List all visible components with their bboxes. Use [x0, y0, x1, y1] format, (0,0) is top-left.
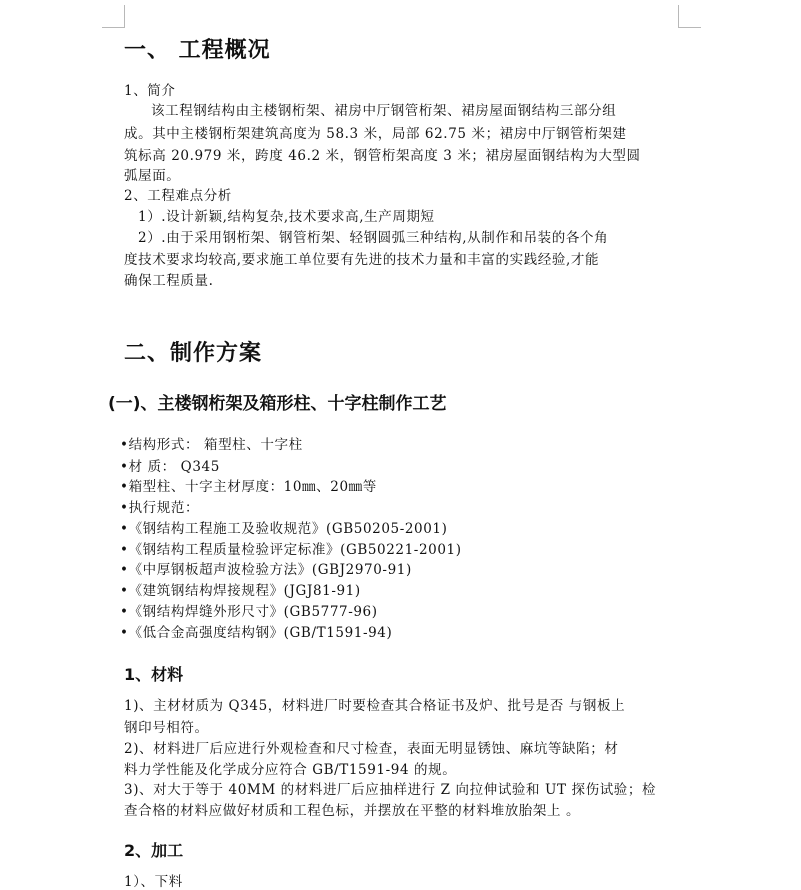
materials-line: 查合格的材料应做好材质和工程色标，并摆放在平整的材料堆放胎架上 。	[124, 803, 581, 819]
materials-line: 1)、主材材质为 Q345，材料进厂时要检查其合格证书及炉、批号是否 与钢板上	[124, 698, 626, 714]
intro-heading: 1、简介	[124, 83, 176, 99]
standard-bullet: • 《建筑钢结构焊接规程》(JGJ81-91)	[120, 579, 361, 599]
materials-heading: 1、材料	[124, 665, 184, 684]
difficulty-line: 度技术要求均较高,要求施工单位要有先进的技术力量和丰富的实践经验,才能	[124, 252, 600, 268]
standard-bullet: • 《钢结构焊缝外形尺寸》(GB5777-96)	[120, 600, 378, 620]
difficulty-line: 1）.设计新颖,结构复杂,技术要求高,生产周期短	[138, 209, 435, 225]
difficulty-line: 2）.由于采用钢桁架、钢管桁架、轻钢圆弧三种结构,从制作和吊装的各个角	[138, 230, 609, 246]
section-2-title: 二、制作方案	[124, 341, 263, 366]
intro-line: 弧屋面。	[124, 168, 181, 184]
intro-line: 筑标高 20.979 米，跨度 46.2 米，钢管桁架高度 3 米；裙房屋面钢结构为大型圆	[124, 148, 641, 164]
section-1-title: 一、 工程概况	[124, 38, 271, 63]
processing-heading: 2、加工	[124, 841, 184, 860]
processing-line: 1）、下料	[124, 874, 183, 890]
standard-bullet: • 《低合金高强度结构钢》(GB/T1591-94)	[120, 621, 392, 641]
page-corner-mark-right	[678, 5, 701, 28]
materials-line: 料力学性能及化学成分应符合 GB/T1591-94 的规。	[124, 762, 457, 778]
difficulty-heading: 2、工程难点分析	[124, 188, 232, 204]
standard-bullet: • 《中厚钢板超声波检验方法》(GBJ2970-91)	[120, 558, 412, 578]
spec-bullet: • 结构形式： 箱型柱、十字柱	[120, 433, 303, 453]
intro-line: 成。其中主楼钢桁架建筑高度为 58.3 米，局部 62.75 米；裙房中厅钢管桁架建	[124, 126, 627, 142]
spec-bullet: • 材 质： Q345	[120, 455, 220, 475]
standard-bullet: • 《钢结构工程施工及验收规范》(GB50205-2001)	[120, 517, 447, 537]
section-2-subtitle: (一)、主楼钢桁架及箱形柱、十字柱制作工艺	[108, 394, 447, 414]
materials-line: 3)、对大于等于 40MM 的材料进厂后应抽样进行 Z 向拉伸试验和 UT 探伤试验；检	[124, 782, 657, 798]
intro-line: 该工程钢结构由主楼钢桁架、裙房中厅钢管桁架、裙房屋面钢结构三部分组	[151, 103, 617, 119]
standard-bullet: • 《钢结构工程质量检验评定标准》(GB50221-2001)	[120, 538, 462, 558]
spec-bullet: • 箱型柱、十字主材厚度：10㎜、20㎜等	[120, 475, 377, 495]
materials-line: 钢印号相符。	[124, 720, 209, 736]
materials-line: 2)、材料进厂后应进行外观检查和尺寸检查，表面无明显锈蚀、麻坑等缺陷；材	[124, 741, 619, 757]
difficulty-line: 确保工程质量.	[124, 273, 214, 289]
spec-bullet: • 执行规范：	[120, 496, 199, 516]
page-corner-mark-left	[102, 5, 125, 28]
